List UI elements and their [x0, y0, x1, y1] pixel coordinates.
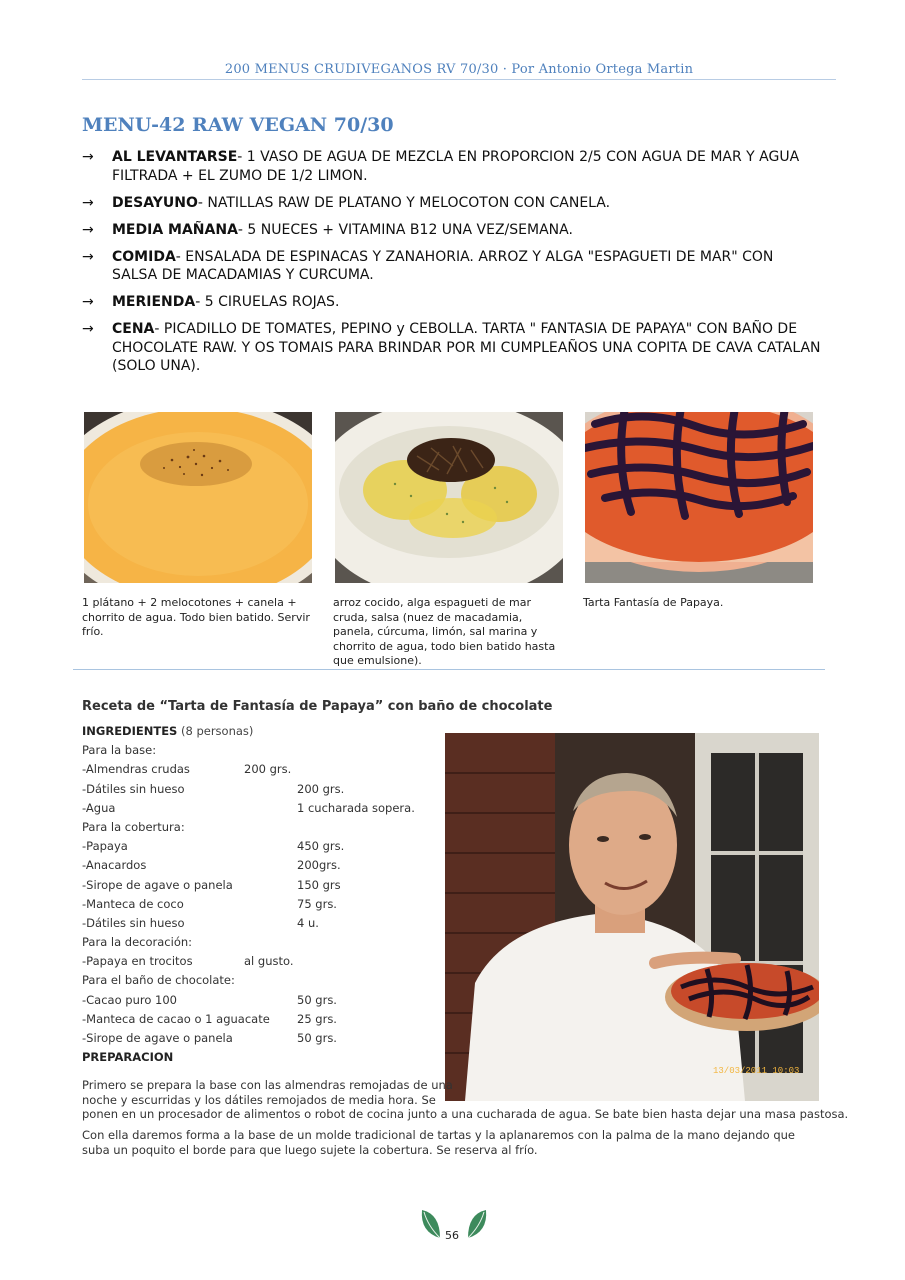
ingredient-row	[82, 954, 442, 973]
menu-item-text: - 5 CIRUELAS ROJAS.	[195, 294, 340, 310]
ingredient-qty: 4 u.	[297, 915, 319, 930]
menu-list	[82, 148, 822, 384]
ingredient-qty: 75 grs.	[297, 896, 337, 911]
ingredient-qty: 150 grs	[297, 877, 341, 892]
ingredient-row	[82, 782, 442, 801]
servings-text: (8 personas)	[177, 724, 254, 738]
ingredient-qty: 200 grs.	[297, 781, 345, 796]
prep-line: ponen en un procesador de alimentos o robot de cocina junto a una cucharada de agua. Se bate bien hasta dejar una masa pastosa.	[82, 1107, 849, 1121]
menu-item-text: - NATILLAS RAW DE PLATANO Y MELOCOTON CON CANELA.	[197, 194, 611, 211]
menu-item-desayuno	[82, 194, 822, 213]
ingredient-name: -Manteca de coco	[82, 896, 184, 911]
prep-line: Primero se prepara la base con las almendras remojadas de una	[82, 1078, 453, 1092]
arrow-icon: →	[82, 248, 94, 265]
ingredient-row	[82, 878, 442, 897]
ingredients-label: INGREDIENTES	[82, 724, 178, 738]
ingredient-name: -Cacao puro 100	[82, 992, 177, 1007]
arrow-icon: →	[82, 194, 94, 211]
running-header: 200 MENUS CRUDIVEGANOS RV 70/30 · Por Antonio Ortega Martin	[224, 62, 694, 77]
arrow-icon: →	[82, 221, 94, 238]
menu-item-label: DESAYUNO	[112, 194, 198, 211]
ingredient-row	[82, 1031, 442, 1050]
menu-item-cena	[82, 320, 822, 376]
arrow-icon: →	[82, 149, 94, 165]
menu-item-al-levantarse	[82, 148, 822, 185]
ingredient-row	[82, 762, 442, 781]
ingredient-row	[82, 916, 442, 935]
recipe-title: Receta de “Tarta de Fantasía de Papaya” con baño de chocolate	[82, 699, 553, 714]
ingredient-name: -Sirope de agave o panela	[82, 877, 233, 892]
ingredient-row	[82, 858, 442, 877]
ingredient-name: -Dátiles sin hueso	[82, 781, 185, 796]
ingredient-row	[82, 839, 442, 858]
photo-date-stamp: 13/03/2011 10:03	[713, 1066, 800, 1076]
ingredient-qty: 450 grs.	[297, 839, 345, 854]
arroz-alga-photo	[335, 412, 563, 583]
preparation-label: PREPARACION	[82, 1050, 174, 1065]
ingredient-qty: 200 grs.	[244, 762, 292, 777]
ingredient-name: Para la decoración:	[82, 935, 193, 950]
ingredient-row	[82, 801, 442, 820]
preparation-paragraph-2: Con ella daremos forma a la base de un molde tradicional de tartas y la aplanaremos con la palma de la mano dejando que suba un poquito el borde para que luego sujete la cobertura. Se reserva al frío.	[82, 1128, 795, 1157]
arroz-alga-caption: arroz cocido, alga espagueti de mar cruda, salsa (nuez de macadamia, panela, cúrcuma, limón, sal marina y chorrito de agua, todo bien batido hasta que emulsione).	[333, 596, 556, 667]
tarta-papaya-photo	[585, 412, 813, 583]
menu-item-comida	[82, 248, 822, 285]
menu-title: MENU-42 RAW VEGAN 70/30	[82, 114, 394, 136]
ingredient-row	[82, 973, 442, 992]
ingredient-name: -Agua	[82, 800, 116, 815]
page-number: 56	[445, 1229, 459, 1242]
arrow-icon: →	[82, 321, 94, 337]
arrow-icon: →	[82, 294, 94, 310]
ingredient-name: -Manteca de cacao o 1 aguacate	[82, 1011, 270, 1026]
menu-item-text: - PICADILLO DE TOMATES, PEPINO y CEBOLLA. TARTA " FANTASIA DE PAPAYA" CON BAÑO DE CHOCOLATE RAW. Y OS TOMAIS PARA BRINDAR POR MI CUMPLEAÑOS UNA COPITA DE CAVA CATALAN (SOLO UNA).	[112, 321, 821, 374]
ingredients-heading	[82, 724, 442, 743]
menu-item-text: - 5 NUECES + VITAMINA B12 UNA VEZ/SEMANA.	[237, 221, 573, 238]
ingredient-name: -Papaya en trocitos	[82, 954, 193, 969]
ingredient-name: Para la base:	[82, 743, 157, 758]
menu-item-label: COMIDA	[112, 248, 176, 265]
ingredient-row	[82, 1012, 442, 1031]
menu-item-media-manana	[82, 221, 822, 240]
menu-item-merienda	[82, 293, 822, 312]
header-rule	[82, 79, 836, 80]
ingredient-qty: 1 cucharada sopera.	[297, 800, 415, 815]
preparation-heading	[82, 1050, 442, 1069]
menu-item-label: MEDIA MAÑANA	[112, 221, 238, 238]
ingredient-row	[82, 897, 442, 916]
tarta-papaya-caption: Tarta Fantasía de Papaya.	[583, 596, 724, 609]
ingredient-qty: 50 grs.	[297, 992, 337, 1007]
preparation-paragraph-1	[82, 1078, 848, 1122]
ingredient-qty: 25 grs.	[297, 1011, 337, 1026]
ingredient-name: -Dátiles sin hueso	[82, 915, 185, 930]
chef-with-tart-photo	[445, 733, 819, 1101]
ingredient-row	[82, 993, 442, 1012]
menu-item-label: MERIENDA	[112, 294, 196, 310]
ingredient-name: Para la cobertura:	[82, 819, 185, 834]
menu-item-label: AL LEVANTARSE	[112, 149, 238, 165]
ingredient-row	[82, 820, 442, 839]
ingredient-row	[82, 935, 442, 954]
section-divider	[73, 669, 825, 670]
ingredient-name: -Sirope de agave o panela	[82, 1031, 233, 1045]
ingredient-qty: al gusto.	[244, 954, 294, 969]
ingredient-name: -Anacardos	[82, 858, 147, 873]
ingredient-qty: 200grs.	[297, 858, 341, 873]
ingredient-name: -Almendras crudas	[82, 762, 190, 777]
menu-item-text: - 1 VASO DE AGUA DE MEZCLA EN PROPORCION 2/5 CON AGUA DE MAR Y AGUA FILTRADA + EL ZUMO DE 1/2 LIMON.	[112, 149, 800, 184]
ingredients-list	[82, 724, 442, 1069]
prep-line: noche y escurridas y los dátiles remojados de media hora. Se	[82, 1092, 436, 1107]
ingredient-row	[82, 743, 442, 762]
ingredient-name: Para el baño de chocolate:	[82, 973, 235, 988]
menu-item-label: CENA	[112, 321, 155, 337]
ingredient-qty: 50 grs.	[297, 1031, 337, 1045]
ingredient-name: -Papaya	[82, 839, 128, 854]
natillas-caption: 1 plátano + 2 melocotones + canela + chorrito de agua. Todo bien batido. Servir frío.	[82, 596, 310, 638]
menu-item-text: - ENSALADA DE ESPINACAS Y ZANAHORIA. ARROZ Y ALGA "ESPAGUETI DE MAR" CON SALSA DE MACADAMIAS Y CURCUMA.	[112, 248, 774, 283]
natillas-photo	[84, 412, 312, 583]
